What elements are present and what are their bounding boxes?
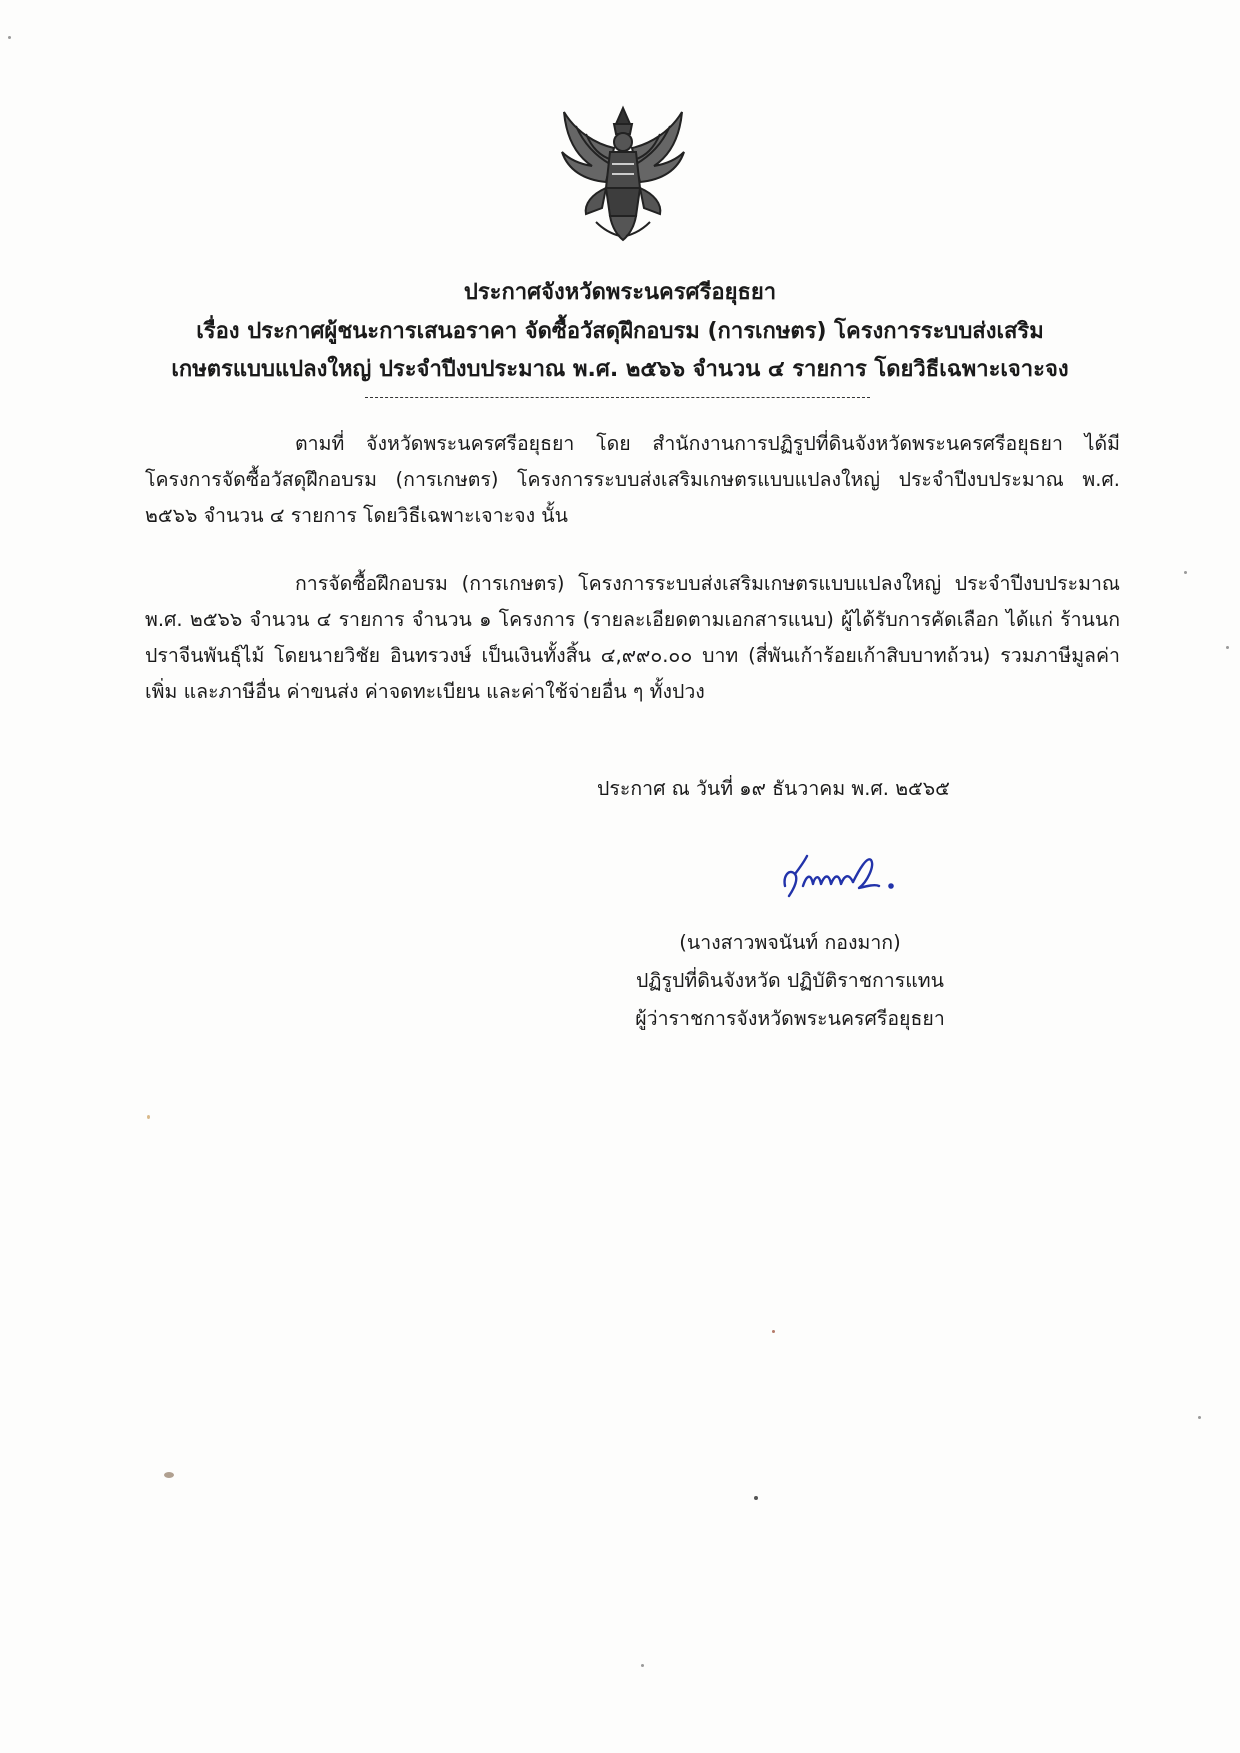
scan-speck — [164, 1472, 174, 1478]
signatory-name: (นางสาวพจนันท์ กองมาก) — [679, 931, 901, 954]
garuda-emblem-icon — [556, 104, 690, 244]
scan-speck — [641, 1664, 644, 1667]
body-paragraph-2: การจัดซื้อฝึกอบรม (การเกษตร) โครงการระบบส่งเสริมเกษตรแบบแปลงใหญ่ ประจำปีงบประมาณ พ.ศ. ๒๕๖๖ จำนวน ๔ รายการ จำนวน ๑ โครงการ (รายละเอียดตามเอกสารแนบ) ผู้ได้รับการคัดเลือก ได้แก่ ร้านนกปราจีนพันธุ์ไม้ โดยนายวิชัย อินทรวงษ์ เป็นเงินทั้งสิ้น ๔,๙๙๐.๐๐ บาท (สี่พันเก้าร้อยเก้าสิบบาทถ้วน) รวมภาษีมูลค่าเพิ่ม และภาษีอื่น ค่าขนส่ง ค่าจดทะเบียน และค่าใช้จ่ายอื่น ๆ ทั้งปวง — [145, 572, 1120, 703]
signatory-authority: ผู้ว่าราชการจังหวัดพระนครศรีอยุธยา — [635, 1007, 945, 1030]
body-paragraph-1: ตามที่ จังหวัดพระนครศรีอยุธยา โดย สำนักงานการปฏิรูปที่ดินจังหวัดพระนครศรีอยุธยา ได้มีโครงการจัดซื้อวัสดุฝึกอบรม (การเกษตร) โครงการระบบส่งเสริมเกษตรแบบแปลงใหญ่ ประจำปีงบประมาณ พ.ศ. ๒๕๖๖ จำนวน ๔ รายการ โดยวิธีเฉพาะเจาะจง นั้น — [145, 432, 1120, 527]
announcement-date: ประกาศ ณ วันที่ ๑๙ ธันวาคม พ.ศ. ๒๕๖๕ — [597, 777, 950, 800]
header-divider — [365, 397, 870, 398]
scan-speck — [754, 1496, 758, 1500]
scan-speck — [772, 1330, 775, 1333]
scan-speck — [1198, 1416, 1201, 1419]
scan-speck — [1226, 646, 1229, 649]
signatory-position: ปฏิรูปที่ดินจังหวัด ปฏิบัติราชการแทน — [636, 969, 944, 992]
announcement-subject-line1: เรื่อง ประกาศผู้ชนะการเสนอราคา จัดซื้อวัสดุฝึกอบรม (การเกษตร) โครงการระบบส่งเสริม — [196, 319, 1044, 344]
announcement-subject-line2: เกษตรแบบแปลงใหญ่ ประจำปีงบประมาณ พ.ศ. ๒๕๖๖ จำนวน ๔ รายการ โดยวิธีเฉพาะเจาะจง — [171, 357, 1069, 382]
scan-speck — [1184, 571, 1187, 574]
announcement-issuer: ประกาศจังหวัดพระนครศรีอยุธยา — [463, 280, 777, 305]
scan-speck — [147, 1115, 150, 1119]
handwritten-signature — [775, 846, 915, 910]
scan-speck — [8, 36, 11, 39]
